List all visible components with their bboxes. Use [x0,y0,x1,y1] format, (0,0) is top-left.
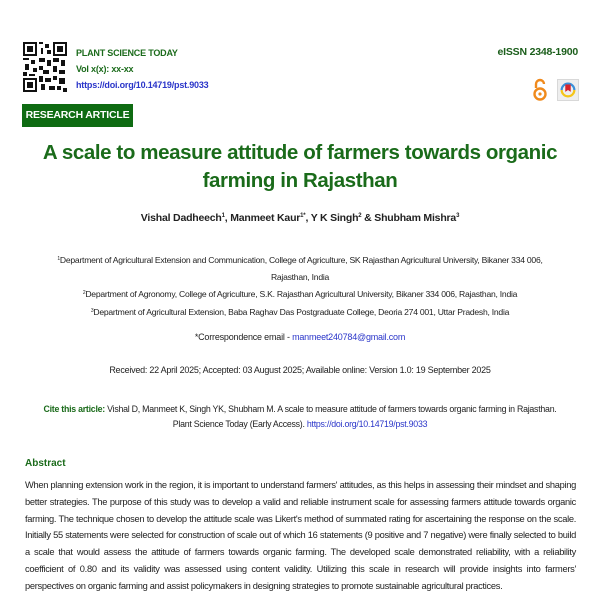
affiliation-sup: 3 [90,307,94,314]
affiliation-text: Department of Agronomy, College of Agriculture, S.K. Rajasthan Agricultural University, Bikaner 334 006, Rajasthan, India [85,289,518,299]
author-affil-sup: 2 [358,213,362,219]
author-separator: & [361,212,375,224]
author-name: Manmeet Kaur [230,212,301,224]
abstract-heading: Abstract [25,458,66,469]
author-name: Shubham Mishra [374,212,457,224]
author-affil-sup: 1 [221,213,225,219]
affiliation-sup: 1 [57,256,60,262]
eissn: eISSN 2348-1900 [497,46,578,58]
journal-name: PLANT SCIENCE TODAY [76,48,178,58]
journal-volume: Vol x(x): xx-xx [76,64,134,74]
affiliation-item [40,303,560,321]
cite-doi-link[interactable]: https://doi.org/10.14719/pst.9033 [306,419,428,429]
open-access-icon[interactable] [532,78,548,102]
publication-dates: Received: 22 April 2025; Accepted: 03 August 2025; Available online: Version 1.0: 19 September 2025 [109,365,491,375]
author-affil-sup: 3 [456,213,460,219]
citation [40,402,560,432]
correspondence-email-link[interactable]: manmeet240784@gmail.com [292,332,406,342]
affiliation-text: Department of Agricultural Extension and Communication, College of Agriculture, SK Rajasthan Agricultural University, Bikaner 334 006, Rajasthan, India [59,255,543,282]
abstract-body: When planning extension work in the region, it is important to understand farmers' attitudes, as this helps in assessing their mindset and shaping better strategies. The purpose of this study was to develop a valid and reliable instrument scale for assessing farmers attitude towards organic farming. The technique chosen to develop the attitude scale was Likert's method of summated rating for ascertaining the response on the scale. Initially 55 statements were selected for construction of scale out of which 16 statements (9 positive and 7 negative) were finally selected to build a scale that would assess the attitude of farmers towards organic farming. The developed scale demonstrated reliability, with a reliability coefficient of 0.80 and its validity was assessed using content validity. Utilizing this scale in research will provide insights into farmers' perspectives on organic farming and assist policymakers in designing strategies to promote sustainable agricultural practices. [25,480,576,591]
cite-text: Vishal D, Manmeet K, Singh YK, Shubham M. A scale to measure attitude of farmers towards organic farming in Rajasthan. Plant Science Today (Early Access). [107,404,557,429]
author-list [0,212,600,224]
affiliation-sup: 2 [82,290,86,296]
affiliation-item [40,285,560,303]
crossmark-icon[interactable] [557,79,579,101]
cite-label: Cite this article: [43,404,108,414]
correspondence [0,332,600,342]
author-affil-sup: 1* [300,213,306,219]
author-name: Vishal Dadheech [140,212,222,224]
affiliation-text: Department of Agricultural Extension, Baba Raghav Das Postgraduate College, Deoria 274 001, Uttar Pradesh, India [93,306,510,317]
journal-info [76,45,208,93]
journal-doi-link[interactable]: https://doi.org/10.14719/pst.9033 [76,80,209,90]
author-name: Y K Singh [310,212,359,224]
correspondence-label: *Correspondence email - [194,332,293,342]
article-title: A scale to measure attitude of farmers towards organic farming in Rajasthan [42,141,558,192]
affiliations [40,251,560,320]
author-separator: , [224,212,231,224]
author-separator: , [305,212,311,224]
qr-code-icon [23,42,67,92]
research-article-badge: RESEARCH ARTICLE [22,104,133,127]
affiliation-item [40,251,560,285]
